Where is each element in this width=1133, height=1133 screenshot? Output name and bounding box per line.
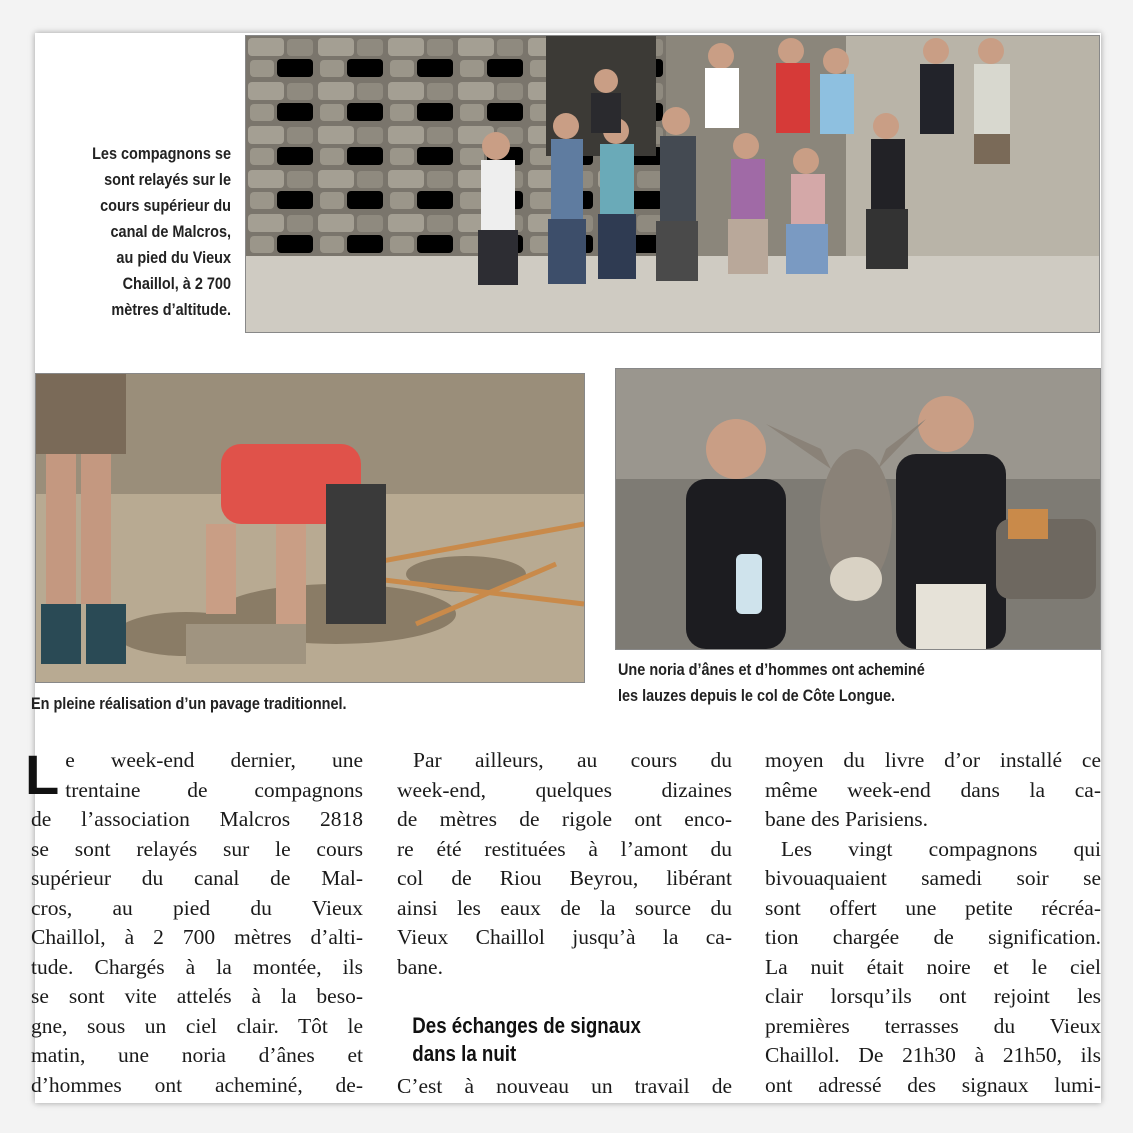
text-line: se sont vite attelés à la beso- xyxy=(31,984,363,1008)
text-line: cros, au pied du Vieux xyxy=(31,895,363,920)
text-line: Chaillol. De 21h30 à 21h50, ils xyxy=(765,1043,1101,1067)
text-line: de mètres de rigole ont enco- xyxy=(397,807,732,831)
text-line: supérieur du canal de Mal- xyxy=(31,866,363,890)
text-line: se sont relayés sur le cours xyxy=(31,836,363,861)
article-column-2 xyxy=(397,746,732,1102)
donkey-caption xyxy=(618,657,925,709)
text-line: col de Riou Beyrou, libérant xyxy=(397,866,732,890)
text-line: gne, sous un ciel clair. Tôt le xyxy=(31,1013,363,1038)
caption-line: Une noria d’ânes et d’hommes ont acheminé xyxy=(618,660,925,679)
text-line: e week-end dernier, une xyxy=(65,748,363,772)
caption-line: cours supérieur du xyxy=(100,196,231,215)
caption-line: les lauzes depuis le col de Côte Longue. xyxy=(618,686,896,705)
text-line: Chaillol, à 2 700 mètres d’alti- xyxy=(31,925,363,949)
text-line: d’hommes ont acheminé, de- xyxy=(31,1072,363,1097)
text-line: Vieux Chaillol jusqu’à la ca- xyxy=(397,925,732,949)
text-line: tion chargée de signification. xyxy=(765,925,1101,949)
caption-line: Les compagnons se xyxy=(92,144,231,163)
caption-line: au pied du Vieux xyxy=(116,248,231,267)
group-photo-illustration xyxy=(246,36,1099,332)
donkey-photo-illustration xyxy=(616,369,1100,649)
paving-photo-illustration xyxy=(36,374,584,682)
text-line: Par ailleurs, au cours du xyxy=(413,748,732,772)
text-line: ont adressé des signaux lumi- xyxy=(765,1072,1101,1097)
article-column-1 xyxy=(25,743,363,1100)
drop-cap: L xyxy=(25,743,60,806)
text-line: clair lorsqu’ils ont rejoint les xyxy=(765,984,1101,1008)
text-line: matin, une noria d’ânes et xyxy=(31,1043,363,1067)
text-line: même week-end dans la ca- xyxy=(765,777,1101,802)
text-line: moyen du livre d’or installé ce xyxy=(765,748,1101,772)
text-line: week-end, quelques dizaines xyxy=(397,777,732,802)
text-line: bivouaquaient samedi soir se xyxy=(765,866,1101,890)
caption-line: canal de Malcros, xyxy=(110,222,231,241)
subheading-line: Des échanges de signaux xyxy=(412,1013,641,1038)
newspaper-clipping xyxy=(25,33,1101,1103)
text-line: de l’association Malcros 2818 xyxy=(31,807,363,831)
text-line: La nuit était noire et le ciel xyxy=(765,954,1101,979)
paving-photo xyxy=(35,373,585,683)
caption-line: sont relayés sur le xyxy=(104,170,231,189)
caption-line: mètres d’altitude. xyxy=(111,300,231,319)
paving-caption: En pleine réalisation d’un pavage traditionnel. xyxy=(31,694,347,713)
caption-line: Chaillol, à 2 700 xyxy=(122,274,231,293)
text-line: ainsi les eaux de la source du xyxy=(397,895,732,920)
top-photo-caption xyxy=(51,141,231,323)
text-line: Les vingt compagnons qui xyxy=(781,836,1101,861)
subheading xyxy=(397,1012,682,1068)
text-line: bane. xyxy=(397,954,443,979)
group-photo xyxy=(245,35,1100,333)
subheading-line: dans la nuit xyxy=(412,1041,517,1066)
text-line: trentaine de compagnons xyxy=(65,777,363,802)
text-line: re été restituées à l’amont du xyxy=(397,836,732,861)
text-line: C’est à nouveau un travail de xyxy=(397,1074,732,1098)
donkey-photo xyxy=(615,368,1101,650)
article-column-3 xyxy=(765,746,1101,1100)
text-line: premières terrasses du Vieux xyxy=(765,1013,1101,1038)
text-line: bane des Parisiens. xyxy=(765,807,929,831)
text-line: sont offert une petite récréa- xyxy=(765,895,1101,920)
text-line: tude. Chargés à la montée, ils xyxy=(31,954,363,979)
